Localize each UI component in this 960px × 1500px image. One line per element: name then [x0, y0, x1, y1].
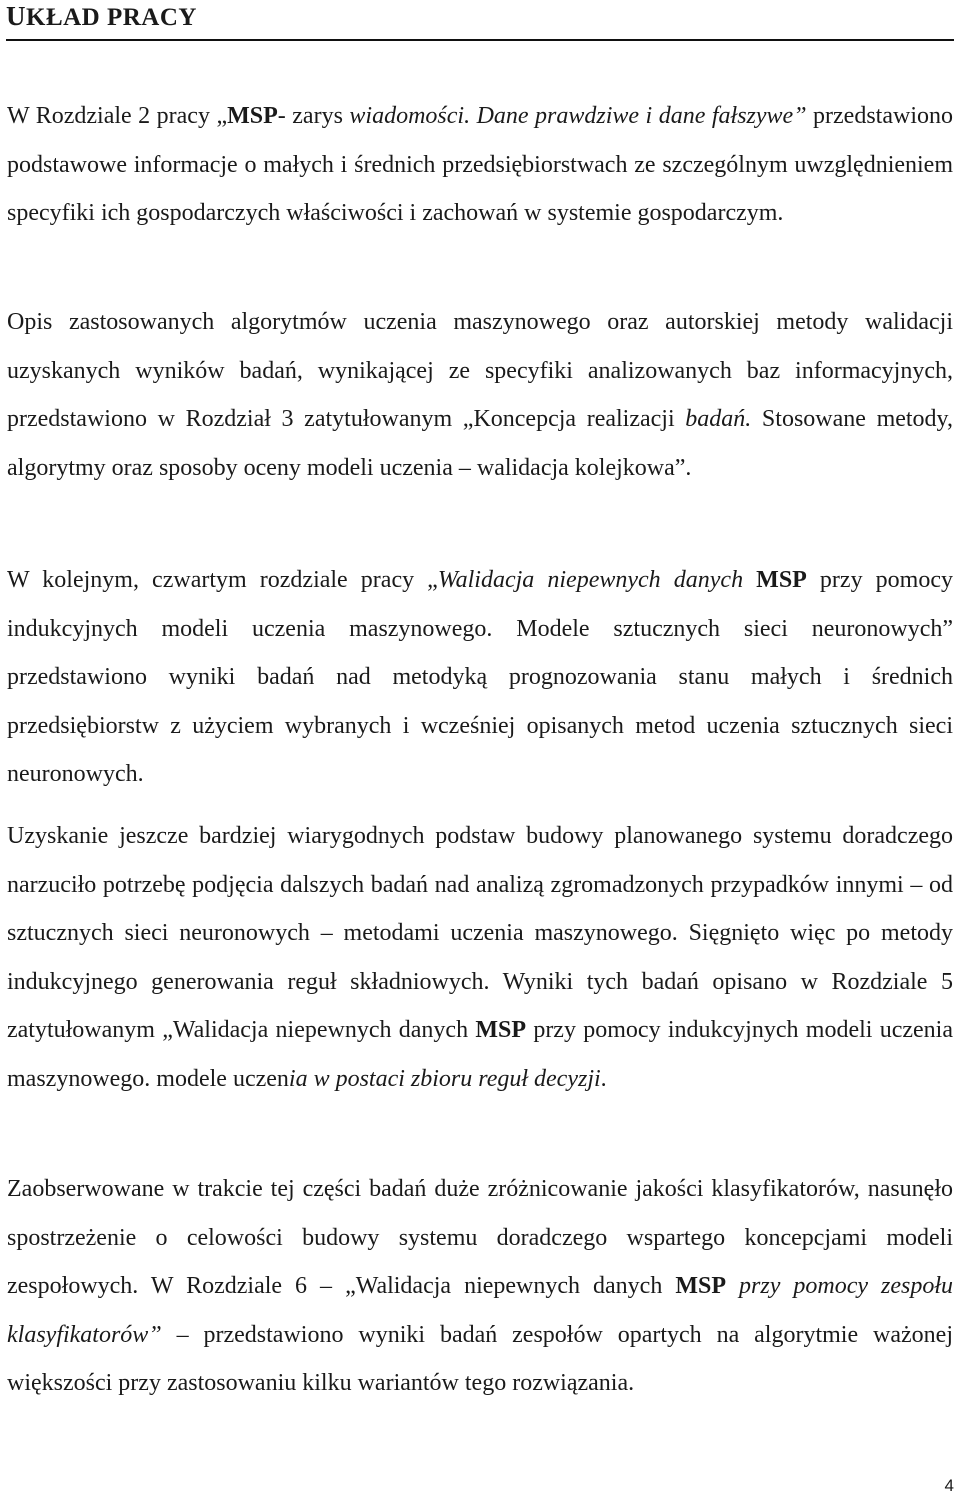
paragraph-chapter-6: [7, 1165, 953, 1408]
p2-text-c: Stosowane metody, algorytmy oraz sposoby oceny modeli uczenia – walidacja kolejkowa”.: [7, 406, 953, 481]
p3-text-a: W kolejnym, czwartym rozdziale pracy „: [7, 567, 438, 593]
paragraph-chapter-4: [7, 556, 953, 799]
p5-title-italic: przy pomocy zespołu klasyfikatorów”: [7, 1273, 954, 1348]
heading-rest: KŁAD PRACY: [26, 4, 197, 31]
p4-text-c: przy pomocy indukcyjnych modeli uczenia maszynowego. modele uczen: [7, 1017, 953, 1092]
p1-msp: MSP: [227, 103, 278, 129]
p1-text-c: - zarys: [277, 103, 350, 129]
p4-msp: MSP: [475, 1017, 527, 1044]
p5-space: [726, 1273, 739, 1299]
p3-msp: MSP: [756, 567, 807, 593]
p2-text-a: Opis zastosowanych algorytmów uczenia maszynowego oraz autorskiej metody walidacji uzyskanych wyników badań, wynikającej ze specyfiki analizowanych baz informacyjnych, przedstawiono w Rozdział 3 zatytułowanym „Koncepcja realizacji: [7, 309, 953, 433]
p4-text-a: Uzyskanie jeszcze bardziej wiarygodnych podstaw budowy planowanego systemu doradczego narzuciło potrzebę podjęcia dalszych badań nad analizą zgromadzonych przypadków innymi – od sztucznych sieci neuronowych – metodami uczenia maszynowego. Sięgnięto więc po metody indukcyjnego generowania reguł składniowych. Wyniki tych badań opisano w Rozdziale 5 zatytułowanym „Walidacja niepewnych danych: [7, 823, 953, 1044]
p4-text-e: .: [600, 1065, 607, 1092]
p1-text-a: W Rozdziale 2 pracy „: [7, 103, 228, 129]
p4-italic: ia w postaci zbioru reguł decyzji: [288, 1065, 601, 1092]
paragraph-chapter-2: [7, 92, 953, 238]
p5-msp: MSP: [675, 1273, 727, 1300]
section-heading: [6, 0, 954, 41]
p3-space: [743, 567, 756, 593]
p3-title-italic: Walidacja niepewnych danych: [437, 567, 744, 593]
p2-italic: badań.: [685, 406, 752, 433]
paragraph-chapter-3: [7, 298, 953, 492]
heading-initial: U: [6, 1, 26, 31]
p1-text-e: przedstawiono podstawowe informacje o małych i średnich przedsiębiorstwach ze szczególnym uwzględnieniem specyfiki ich gospodarczych właściwości i zachowań w systemie gospodarczym.: [7, 103, 953, 227]
paragraph-chapter-5: [7, 812, 953, 1104]
p1-title-italic: wiadomości. Dane prawdziwe i dane fałszywe”: [349, 103, 807, 129]
p3-text-e: przy pomocy indukcyjnych modeli uczenia maszynowego. Modele sztucznych sieci neuronowych” przedstawiono wyniki badań nad metodyką prognozowania stanu małych i średnich przedsiębiorstw z użyciem wybranych i wcześniej opisanych metod uczenia sztucznych sieci neuronowych.: [7, 567, 953, 788]
page-number: 4: [944, 1476, 954, 1495]
p5-text-a: Zaobserwowane w trakcie tej części badań duże zróżnicowanie jakości klasyfikatorów, nasunęło spostrzeżenie o celowości budowy systemu doradczego wspartego koncepcjami modeli zespołowych. W Rozdziale 6 – „Walidacja niepewnych danych: [7, 1176, 953, 1300]
p5-text-e: – przedstawiono wyniki badań zespołów opartych na algorytmie ważonej większości przy zastosowaniu kilku wariantów tego rozwiązania.: [7, 1321, 953, 1397]
